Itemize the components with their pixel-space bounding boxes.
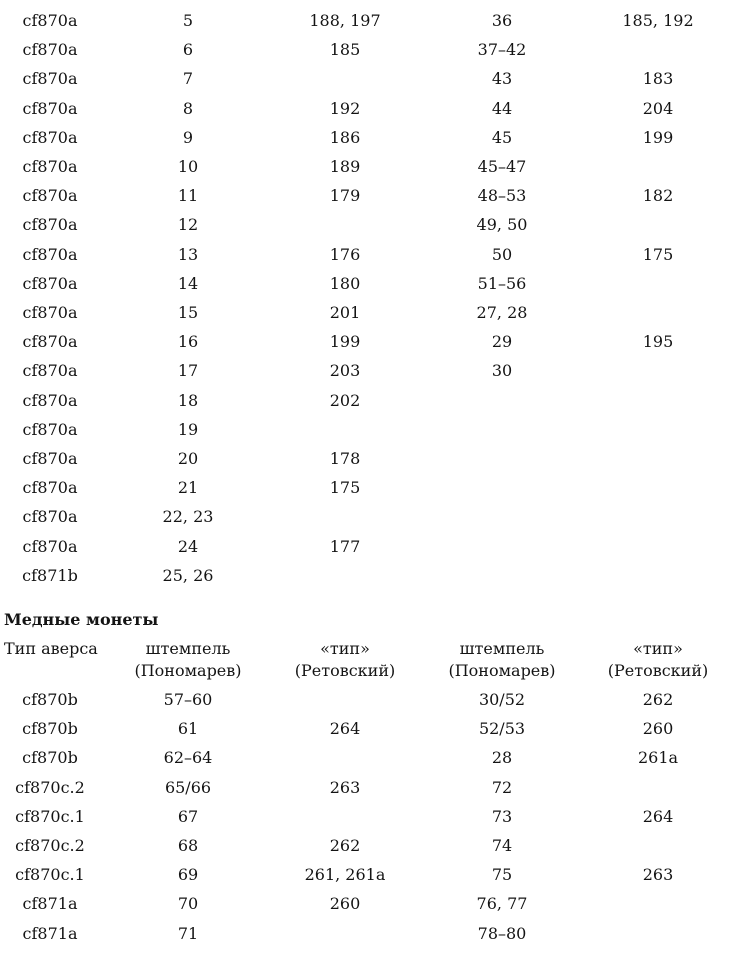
table-cell: cf870a [22, 273, 78, 293]
table-cell: 28 [491, 748, 513, 768]
table-row [0, 778, 749, 807]
header-line: штемпель [145, 639, 231, 658]
table-cell: cf870a [22, 157, 78, 176]
table-cell: 73 [491, 806, 513, 826]
copper-section-heading: Медные монеты [4, 610, 159, 629]
table-cell: 264 [329, 719, 361, 739]
table-cell: 24 [177, 536, 199, 556]
table-cell: 186 [329, 127, 361, 147]
table-cell: 45 [491, 127, 513, 147]
table-cell: 43 [491, 69, 513, 89]
table-cell: 30 [491, 361, 513, 381]
table-cell: 7 [182, 69, 194, 89]
table-cell: 44 [491, 98, 513, 118]
table-cell: 29 [491, 332, 513, 352]
table-cell: 78–80 [477, 923, 527, 943]
table-row [0, 507, 749, 536]
table-row [0, 748, 749, 777]
table-row [0, 186, 749, 215]
table-cell: 27, 28 [476, 303, 528, 322]
table-row [0, 836, 749, 865]
table-cell: 263 [329, 777, 361, 797]
table-cell: 261, 261a [304, 865, 386, 885]
table-cell: cf870a [22, 536, 78, 556]
table-row [0, 303, 749, 332]
header-line: (Пономарев) [134, 661, 242, 680]
table-cell: 204 [642, 98, 674, 118]
table-row [0, 894, 749, 923]
table-cell: 70 [177, 894, 199, 914]
table-cell: cf870a [22, 303, 78, 322]
header-line: (Ретовский) [294, 661, 396, 680]
table-cell: 74 [491, 836, 513, 855]
table-cell: 175 [642, 244, 674, 264]
table-cell: 50 [491, 244, 513, 264]
table-cell: 76, 77 [476, 894, 528, 914]
table-cell: 8 [182, 98, 194, 118]
header-line: «тип» [633, 639, 683, 658]
table-cell: 45–47 [477, 157, 527, 176]
header-die-ponomarev-1 [112, 638, 264, 682]
table-cell: cf870a [22, 98, 78, 118]
table-cell: 51–56 [477, 273, 527, 293]
table-cell: 36 [491, 11, 513, 30]
header-type-retovsky-1 [268, 638, 422, 682]
table-row [0, 157, 749, 186]
table-cell: cf870a [22, 361, 78, 381]
table-cell: cf870c.2 [15, 777, 85, 797]
table-cell: 48–53 [477, 186, 527, 206]
table-cell: 16 [177, 332, 199, 352]
table-cell: 75 [491, 865, 513, 885]
copper-table-header [0, 638, 749, 686]
table-cell: 49, 50 [476, 215, 528, 235]
table-cell: 5 [182, 11, 194, 30]
table-cell: 192 [329, 98, 361, 118]
table-cell: 203 [329, 361, 361, 381]
table-cell: 68 [177, 836, 199, 855]
table-cell: 199 [642, 127, 674, 147]
table-row [0, 719, 749, 748]
table-cell: cf870b [22, 719, 78, 739]
table-cell: 189 [329, 157, 361, 176]
table-cell: 179 [329, 186, 361, 206]
table-cell: 176 [329, 244, 361, 264]
table-cell: 202 [329, 390, 361, 410]
table-cell: 263 [642, 865, 674, 885]
table-cell: 22, 23 [162, 507, 214, 527]
header-obverse-type: Тип аверса [4, 639, 98, 658]
table-cell: cf870c.1 [15, 806, 85, 826]
table-cell: cf870a [22, 478, 78, 498]
table-cell: 195 [642, 332, 674, 352]
table-row [0, 865, 749, 894]
table-cell: 182 [642, 186, 674, 206]
table-cell: cf870b [22, 690, 78, 709]
table-row [0, 478, 749, 507]
table-cell: cf870a [22, 449, 78, 468]
table-cell: 67 [177, 806, 199, 826]
table-cell: cf870a [22, 244, 78, 264]
table-cell: cf871a [22, 894, 78, 914]
table-cell: cf870c.2 [15, 836, 85, 855]
table-cell: 180 [329, 273, 361, 293]
header-line: «тип» [320, 639, 370, 658]
table-cell: 183 [642, 69, 674, 89]
table-cell: cf870a [22, 127, 78, 147]
table-cell: 71 [177, 923, 199, 943]
table-cell: 177 [329, 536, 361, 556]
table-cell: cf870c.1 [15, 865, 85, 885]
table-row [0, 449, 749, 478]
table-row [0, 215, 749, 244]
table-cell: cf870a [22, 186, 78, 206]
table-row [0, 128, 749, 157]
table-cell: 264 [642, 806, 674, 826]
table-cell: 10 [177, 157, 199, 176]
table-row [0, 40, 749, 69]
table-row [0, 245, 749, 274]
table-cell: 260 [329, 894, 361, 914]
header-die-ponomarev-2 [424, 638, 580, 682]
table-cell: cf870a [22, 390, 78, 410]
table-cell: 72 [491, 777, 513, 797]
table-cell: 62–64 [163, 748, 213, 768]
table-row [0, 420, 749, 449]
header-line: (Ретовский) [607, 661, 709, 680]
table-cell: 11 [177, 186, 199, 206]
table-cell: 19 [177, 419, 199, 439]
table-cell: 30/52 [478, 690, 526, 709]
table-cell: cf870a [22, 40, 78, 60]
table-cell: 14 [177, 273, 199, 293]
table-row [0, 566, 749, 595]
header-line: штемпель [459, 639, 545, 658]
table-cell: 61 [177, 719, 199, 739]
table-cell: 37–42 [477, 40, 527, 60]
table-row [0, 274, 749, 303]
table-cell: cf870a [22, 11, 78, 30]
table-cell: cf871a [22, 923, 78, 943]
table-cell: 185, 192 [622, 11, 694, 30]
table-cell: 15 [177, 303, 199, 322]
table-row [0, 391, 749, 420]
table-cell: 262 [329, 836, 361, 855]
table-cell: cf870a [22, 419, 78, 439]
header-type-retovsky-2 [580, 638, 736, 682]
table-cell: 52/53 [478, 719, 526, 739]
table-cell: cf870a [22, 507, 78, 527]
table-cell: 6 [182, 40, 194, 60]
table-cell: cf870b [22, 748, 78, 768]
table-cell: 21 [177, 478, 199, 498]
table-cell: 69 [177, 865, 199, 885]
table-cell: 57–60 [163, 690, 213, 709]
table-cell: 18 [177, 390, 199, 410]
table-row [0, 332, 749, 361]
table-cell: 185 [329, 40, 361, 60]
table-row [0, 361, 749, 390]
table-cell: 65/66 [164, 777, 212, 797]
table-cell: 199 [329, 332, 361, 352]
table-cell: 178 [329, 449, 361, 468]
table-cell: cf871b [22, 565, 78, 585]
table-cell: 261a [637, 748, 679, 768]
table-cell: 188, 197 [309, 11, 381, 30]
table-row [0, 537, 749, 566]
table-row [0, 11, 749, 40]
table-cell: cf870a [22, 69, 78, 89]
table-cell: 262 [642, 690, 674, 709]
table-row [0, 69, 749, 98]
table-cell: cf870a [22, 215, 78, 235]
table-cell: 9 [182, 127, 194, 147]
table-cell: 260 [642, 719, 674, 739]
header-line: (Пономарев) [448, 661, 556, 680]
table-row [0, 924, 749, 953]
table-cell: 13 [177, 244, 199, 264]
table-cell: 201 [329, 303, 361, 322]
table-cell: 175 [329, 478, 361, 498]
table-row [0, 807, 749, 836]
table-cell: 17 [177, 361, 199, 381]
table-row [0, 99, 749, 128]
table-cell: 12 [177, 215, 199, 235]
table-cell: 20 [177, 449, 199, 468]
table-cell: cf870a [22, 332, 78, 352]
table-cell: 25, 26 [162, 565, 214, 585]
table-row [0, 690, 749, 719]
